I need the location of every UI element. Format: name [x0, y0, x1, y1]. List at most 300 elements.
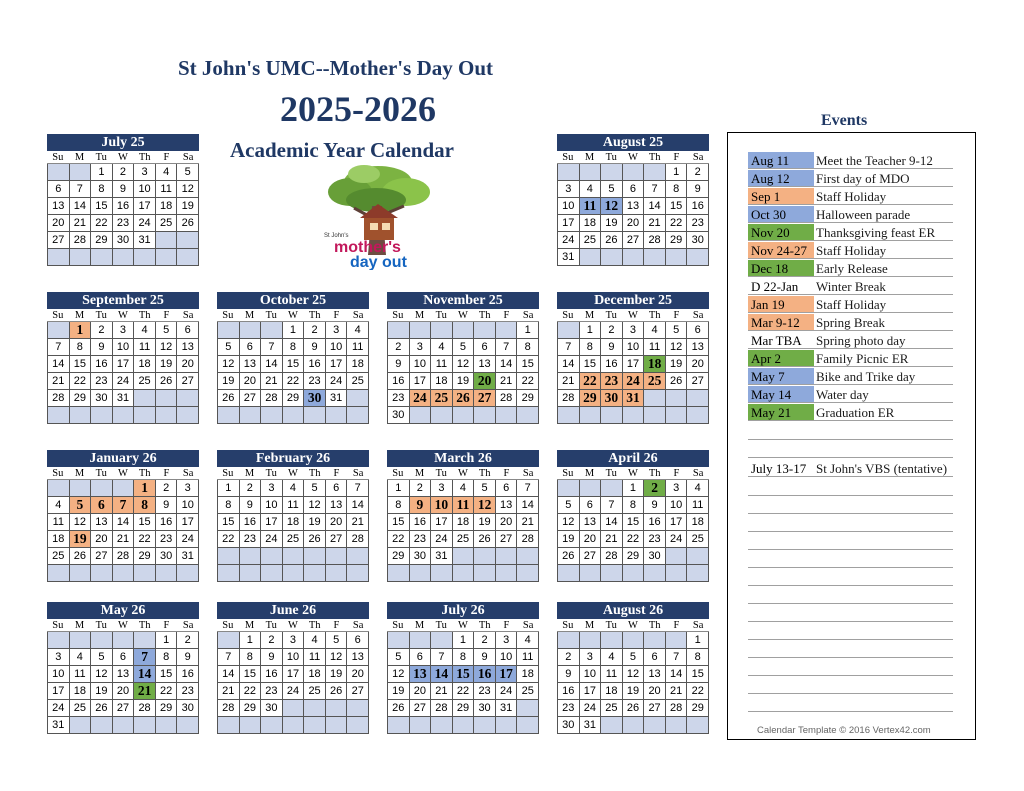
day-cell: 15 [91, 198, 113, 215]
day-cell: 3 [177, 480, 199, 497]
weekday-header-row [47, 309, 199, 322]
day-cell: 3 [431, 480, 453, 497]
week-row [218, 407, 369, 424]
day-cell: 31 [558, 249, 580, 266]
event-row [748, 350, 953, 367]
day-cell: 29 [91, 232, 113, 249]
day-cell: 22 [687, 683, 709, 700]
day-cell: 7 [218, 649, 240, 666]
day-cell: 27 [687, 373, 709, 390]
weekday-label: Sa [692, 620, 704, 631]
event-row [748, 314, 953, 331]
day-cell: 29 [687, 700, 709, 717]
day-cell: 11 [283, 497, 305, 514]
year-title: 2025-2026 [280, 89, 436, 129]
week-row [388, 649, 539, 666]
day-cell: 29 [580, 390, 602, 407]
weekday-label: Su [222, 310, 234, 321]
day-cell: 21 [496, 373, 518, 390]
weekday-label: Th [478, 310, 491, 321]
week-row [48, 514, 199, 531]
empty-day-cell [70, 632, 92, 649]
day-cell: 24 [326, 373, 348, 390]
week-row [388, 322, 539, 339]
weekday-label: Tu [435, 620, 447, 631]
month-days-grid [217, 632, 369, 734]
weekday-label: Tu [435, 468, 447, 479]
empty-day-cell [261, 322, 283, 339]
empty-day-cell [156, 565, 178, 582]
day-cell: 2 [261, 632, 283, 649]
day-cell: 3 [134, 164, 156, 181]
empty-day-cell [517, 565, 539, 582]
weekday-label: M [244, 468, 255, 479]
empty-day-cell [623, 632, 645, 649]
empty-day-cell [496, 565, 518, 582]
organization-title: St John's UMC--Mother's Day Out [178, 56, 493, 80]
day-cell: 9 [410, 497, 432, 514]
day-cell: 10 [496, 649, 518, 666]
week-row [218, 356, 369, 373]
empty-day-cell [48, 249, 70, 266]
day-cell: 16 [558, 683, 580, 700]
day-cell: 19 [156, 356, 178, 373]
weekday-label: W [458, 468, 468, 479]
day-cell: 17 [558, 215, 580, 232]
empty-day-cell [134, 249, 156, 266]
day-cell: 17 [134, 198, 156, 215]
empty-day-cell [91, 632, 113, 649]
week-row [218, 497, 369, 514]
day-cell: 20 [687, 356, 709, 373]
month-calendar [47, 134, 199, 266]
logo-text-line1: St John's [324, 233, 349, 239]
day-cell: 12 [177, 181, 199, 198]
day-cell: 18 [644, 356, 666, 373]
week-row [558, 548, 709, 565]
event-date: July 13-17 [751, 461, 807, 476]
day-cell: 27 [48, 232, 70, 249]
event-description: Staff Holiday [816, 297, 887, 312]
day-cell: 26 [558, 548, 580, 565]
empty-day-cell [666, 407, 688, 424]
day-cell: 31 [177, 548, 199, 565]
day-cell: 11 [347, 339, 369, 356]
day-cell: 6 [240, 339, 262, 356]
weekday-header-row [557, 309, 709, 322]
weekday-label: Sa [182, 310, 194, 321]
day-cell: 4 [601, 649, 623, 666]
day-cell: 25 [687, 531, 709, 548]
week-row [388, 480, 539, 497]
day-cell: 2 [601, 322, 623, 339]
day-cell: 28 [517, 531, 539, 548]
event-description: Meet the Teacher 9-12 [816, 153, 933, 168]
week-row [558, 164, 709, 181]
blank-event-line [748, 675, 953, 676]
day-cell: 1 [240, 632, 262, 649]
day-cell: 31 [113, 390, 135, 407]
day-cell: 17 [580, 683, 602, 700]
event-description: Early Release [816, 261, 888, 276]
empty-day-cell [453, 548, 475, 565]
day-cell: 30 [156, 548, 178, 565]
empty-day-cell [687, 565, 709, 582]
empty-day-cell [496, 322, 518, 339]
event-date: May 14 [748, 386, 814, 402]
day-cell: 4 [517, 632, 539, 649]
month-days-grid [217, 322, 369, 424]
weekday-label: W [458, 310, 468, 321]
day-cell: 20 [474, 373, 496, 390]
event-description: Halloween parade [816, 207, 911, 222]
day-cell: 19 [666, 356, 688, 373]
weekday-label: Tu [265, 310, 277, 321]
empty-day-cell [113, 632, 135, 649]
day-cell: 9 [177, 649, 199, 666]
day-cell: 25 [283, 531, 305, 548]
week-row [48, 683, 199, 700]
week-row [558, 632, 709, 649]
empty-day-cell [517, 548, 539, 565]
day-cell: 13 [623, 198, 645, 215]
weekday-label: Th [648, 152, 661, 163]
empty-day-cell [70, 164, 92, 181]
day-cell: 20 [48, 215, 70, 232]
day-cell: 11 [431, 356, 453, 373]
empty-day-cell [388, 322, 410, 339]
day-cell: 6 [326, 480, 348, 497]
empty-day-cell [218, 548, 240, 565]
day-cell: 8 [134, 497, 156, 514]
day-cell: 28 [666, 700, 688, 717]
empty-day-cell [601, 480, 623, 497]
weekday-label: Sa [352, 310, 364, 321]
weekday-label: F [163, 310, 170, 321]
day-cell: 17 [326, 356, 348, 373]
day-cell: 7 [134, 649, 156, 666]
day-cell: 18 [453, 514, 475, 531]
day-cell: 27 [496, 531, 518, 548]
weekday-label: Tu [265, 468, 277, 479]
day-cell: 9 [240, 497, 262, 514]
day-cell: 27 [623, 232, 645, 249]
weekday-label: Sa [352, 468, 364, 479]
events-title: Events [821, 112, 868, 129]
day-cell: 8 [580, 339, 602, 356]
day-cell: 24 [283, 683, 305, 700]
week-row [558, 215, 709, 232]
week-row [558, 339, 709, 356]
day-cell: 29 [134, 548, 156, 565]
day-cell: 30 [177, 700, 199, 717]
day-cell: 21 [601, 531, 623, 548]
blank-event-line [748, 531, 953, 532]
day-cell: 8 [388, 497, 410, 514]
empty-day-cell [388, 632, 410, 649]
event-row [748, 368, 953, 385]
weekday-label: Sa [182, 152, 194, 163]
week-row [48, 322, 199, 339]
day-cell: 28 [496, 390, 518, 407]
day-cell: 13 [410, 666, 432, 683]
empty-day-cell [431, 407, 453, 424]
empty-day-cell [48, 322, 70, 339]
day-cell: 18 [304, 666, 326, 683]
day-cell: 10 [134, 181, 156, 198]
empty-day-cell [70, 407, 92, 424]
day-cell: 3 [113, 322, 135, 339]
weekday-label: F [503, 468, 510, 479]
weekday-header-row [387, 309, 539, 322]
weekday-label: W [288, 310, 298, 321]
weekday-label: F [333, 310, 340, 321]
empty-day-cell [218, 565, 240, 582]
day-cell: 23 [644, 531, 666, 548]
day-cell: 28 [261, 390, 283, 407]
empty-day-cell [283, 700, 305, 717]
day-cell: 16 [240, 514, 262, 531]
logo-text-line2: mother's [334, 239, 401, 256]
week-row [48, 700, 199, 717]
day-cell: 20 [644, 683, 666, 700]
day-cell: 13 [113, 666, 135, 683]
event-row [748, 278, 953, 295]
event-row [748, 260, 953, 277]
empty-day-cell [410, 717, 432, 734]
event-date: Mar TBA [751, 333, 802, 348]
event-date: Dec 18 [748, 260, 814, 276]
empty-day-cell [644, 632, 666, 649]
day-cell: 27 [474, 390, 496, 407]
weekday-label: Th [478, 620, 491, 631]
weekday-label: Sa [692, 152, 704, 163]
day-cell: 2 [177, 632, 199, 649]
day-cell: 20 [326, 514, 348, 531]
week-row [388, 683, 539, 700]
week-row [218, 322, 369, 339]
empty-day-cell [687, 717, 709, 734]
empty-day-cell [304, 700, 326, 717]
day-cell: 10 [113, 339, 135, 356]
day-cell: 24 [261, 531, 283, 548]
week-row [48, 181, 199, 198]
day-cell: 18 [517, 666, 539, 683]
empty-day-cell [134, 390, 156, 407]
day-cell: 10 [580, 666, 602, 683]
weekday-label: W [458, 620, 468, 631]
week-row [558, 497, 709, 514]
empty-day-cell [48, 407, 70, 424]
week-row [218, 390, 369, 407]
event-row [748, 224, 953, 241]
empty-day-cell [326, 717, 348, 734]
day-cell: 5 [326, 632, 348, 649]
day-cell: 13 [580, 514, 602, 531]
day-cell: 26 [177, 215, 199, 232]
empty-day-cell [580, 164, 602, 181]
month-calendar [387, 450, 539, 582]
day-cell: 1 [134, 480, 156, 497]
empty-day-cell [644, 390, 666, 407]
empty-day-cell [388, 565, 410, 582]
day-cell: 3 [666, 480, 688, 497]
weekday-label: Tu [605, 620, 617, 631]
weekday-label: Sa [692, 310, 704, 321]
month-header: November 25 [387, 292, 539, 309]
weekday-label: Th [138, 152, 151, 163]
event-row [748, 188, 953, 205]
weekday-label: Su [562, 310, 574, 321]
day-cell: 27 [326, 531, 348, 548]
day-cell: 1 [156, 632, 178, 649]
day-cell: 5 [156, 322, 178, 339]
day-cell: 4 [687, 480, 709, 497]
event-description: Graduation ER [816, 405, 895, 420]
empty-day-cell [644, 407, 666, 424]
weekday-label: W [628, 152, 638, 163]
empty-day-cell [666, 249, 688, 266]
empty-day-cell [687, 548, 709, 565]
day-cell: 3 [580, 649, 602, 666]
day-cell: 24 [410, 390, 432, 407]
day-cell: 26 [326, 683, 348, 700]
day-cell: 7 [558, 339, 580, 356]
week-row [48, 531, 199, 548]
day-cell: 10 [261, 497, 283, 514]
day-cell: 20 [580, 531, 602, 548]
empty-day-cell [326, 548, 348, 565]
day-cell: 4 [644, 322, 666, 339]
day-cell: 19 [388, 683, 410, 700]
empty-day-cell [283, 717, 305, 734]
week-row [388, 565, 539, 582]
month-header: December 25 [557, 292, 709, 309]
day-cell: 24 [113, 373, 135, 390]
day-cell: 11 [156, 181, 178, 198]
day-cell: 28 [218, 700, 240, 717]
empty-day-cell [431, 632, 453, 649]
day-cell: 23 [261, 683, 283, 700]
event-description: St John's VBS (tentative) [816, 461, 948, 476]
day-cell: 16 [91, 356, 113, 373]
day-cell: 10 [48, 666, 70, 683]
day-cell: 31 [496, 700, 518, 717]
empty-day-cell [410, 322, 432, 339]
day-cell: 4 [304, 632, 326, 649]
empty-day-cell [113, 480, 135, 497]
weekday-label: F [673, 620, 680, 631]
weekday-label: Su [562, 620, 574, 631]
empty-day-cell [134, 407, 156, 424]
week-row [218, 683, 369, 700]
week-row [388, 339, 539, 356]
day-cell: 28 [134, 700, 156, 717]
weekday-header-row [387, 467, 539, 480]
weekday-label: M [584, 620, 595, 631]
empty-day-cell [410, 565, 432, 582]
day-cell: 22 [623, 531, 645, 548]
day-cell: 5 [70, 497, 92, 514]
empty-day-cell [177, 565, 199, 582]
day-cell: 14 [218, 666, 240, 683]
day-cell: 11 [601, 666, 623, 683]
empty-day-cell [644, 164, 666, 181]
empty-day-cell [113, 249, 135, 266]
day-cell: 15 [687, 666, 709, 683]
day-cell: 20 [623, 215, 645, 232]
day-cell: 21 [666, 683, 688, 700]
day-cell: 8 [156, 649, 178, 666]
event-description: Thanksgiving feast ER [816, 225, 936, 240]
empty-day-cell [134, 632, 156, 649]
day-cell: 12 [558, 514, 580, 531]
day-cell: 12 [388, 666, 410, 683]
day-cell: 30 [474, 700, 496, 717]
day-cell: 1 [70, 322, 92, 339]
day-cell: 16 [474, 666, 496, 683]
day-cell: 20 [240, 373, 262, 390]
event-description: Staff Holiday [816, 189, 887, 204]
day-cell: 5 [91, 649, 113, 666]
day-cell: 6 [410, 649, 432, 666]
week-row [218, 339, 369, 356]
week-row [218, 649, 369, 666]
day-cell: 19 [558, 531, 580, 548]
day-cell: 28 [558, 390, 580, 407]
day-cell: 6 [496, 480, 518, 497]
week-row [388, 407, 539, 424]
day-cell: 1 [580, 322, 602, 339]
empty-day-cell [623, 249, 645, 266]
day-cell: 23 [91, 373, 113, 390]
day-cell: 7 [113, 497, 135, 514]
day-cell: 24 [580, 700, 602, 717]
weekday-label: Th [138, 620, 151, 631]
empty-day-cell [623, 164, 645, 181]
empty-day-cell [496, 717, 518, 734]
empty-day-cell [261, 565, 283, 582]
day-cell: 25 [134, 373, 156, 390]
weekday-label: Su [562, 152, 574, 163]
day-cell: 3 [48, 649, 70, 666]
day-cell: 24 [666, 531, 688, 548]
empty-day-cell [283, 548, 305, 565]
weekday-label: W [118, 620, 128, 631]
day-cell: 1 [666, 164, 688, 181]
day-cell: 13 [240, 356, 262, 373]
month-calendar [217, 602, 369, 734]
week-row [388, 514, 539, 531]
day-cell: 16 [156, 514, 178, 531]
empty-day-cell [453, 565, 475, 582]
weekday-label: Su [52, 152, 64, 163]
day-cell: 24 [48, 700, 70, 717]
day-cell: 30 [558, 717, 580, 734]
day-cell: 11 [687, 497, 709, 514]
day-cell: 13 [347, 649, 369, 666]
empty-day-cell [91, 407, 113, 424]
empty-day-cell [283, 565, 305, 582]
day-cell: 27 [644, 700, 666, 717]
week-row [558, 232, 709, 249]
empty-day-cell [347, 407, 369, 424]
empty-day-cell [558, 322, 580, 339]
event-description: Spring Break [816, 315, 885, 330]
day-cell: 9 [261, 649, 283, 666]
empty-day-cell [261, 548, 283, 565]
week-row [218, 717, 369, 734]
